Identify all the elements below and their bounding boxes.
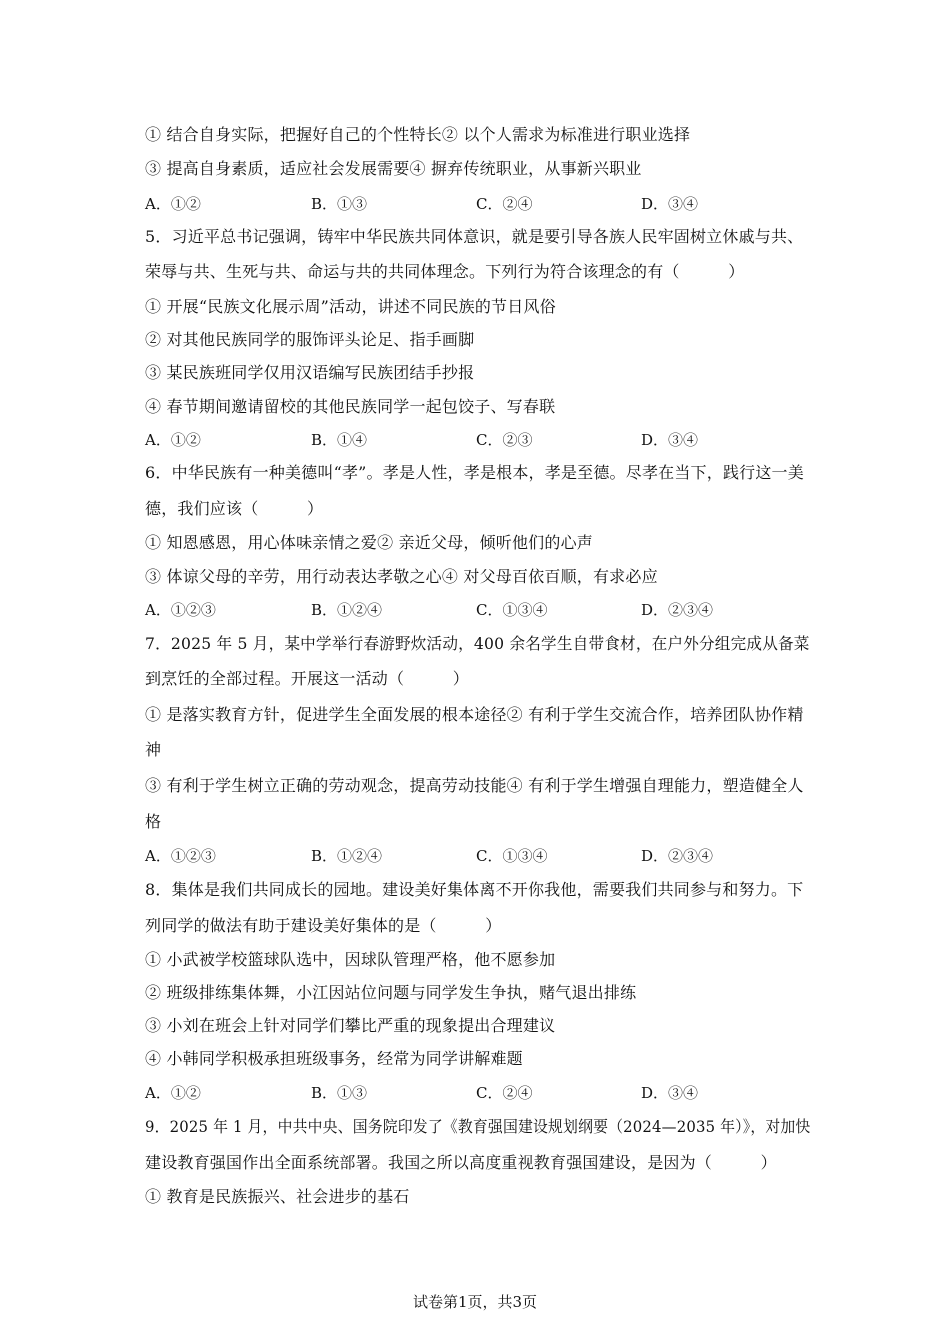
q5-option-a[interactable]: A．①② <box>145 431 201 449</box>
q6-stem-line-2: 德，我们应该（ ） <box>145 499 324 518</box>
q8-item-3: ③ 小刘在班会上针对同学们攀比严重的现象提出合理建议 <box>145 1016 556 1035</box>
q5-option-b[interactable]: B．①④ <box>311 431 368 449</box>
q8-option-d[interactable]: D．③④ <box>641 1084 699 1102</box>
q7-option-c[interactable]: C．①③④ <box>476 847 548 865</box>
q7-statement-line-1-cont: 神 <box>145 740 162 759</box>
q6-statement-line-2: ③ 体谅父母的辛劳，用行动表达孝敬之心④ 对父母百依百顺，有求必应 <box>145 567 658 586</box>
q6-option-b[interactable]: B．①②④ <box>311 601 383 619</box>
q8-option-c[interactable]: C．②④ <box>476 1084 533 1102</box>
q9-stem-line-2: 建设教育强国作出全面系统部署。我国之所以高度重视教育强国建设，是因为（ ） <box>145 1153 777 1172</box>
q6-option-a[interactable]: A．①②③ <box>145 601 216 619</box>
q7-statement-line-2: ③ 有利于学生树立正确的劳动观念，提高劳动技能④ 有利于学生增强自理能力，塑造健全人 <box>145 776 804 795</box>
q6-stem-line-1: 6．中华民族有一种美德叫“孝”。孝是人性，孝是根本，孝是至德。尽孝在当下，践行这一美 <box>145 463 804 482</box>
q4-option-b[interactable]: B．①③ <box>311 195 368 213</box>
q5-stem-line-2: 荣辱与共、生死与共、命运与共的共同体理念。下列行为符合该理念的有（ ） <box>145 262 745 281</box>
q5-option-c[interactable]: C．②③ <box>476 431 533 449</box>
q6-options <box>145 600 810 620</box>
q8-stem-line-1: 8．集体是我们共同成长的园地。建设美好集体离不开你我他，需要我们共同参与和努力。下 <box>145 880 804 899</box>
q6-option-c[interactable]: C．①③④ <box>476 601 548 619</box>
q5-item-4: ④ 春节期间邀请留校的其他民族同学一起包饺子、写春联 <box>145 397 556 416</box>
q6-statement-line-1: ① 知恩感恩，用心体味亲情之爱② 亲近父母，倾听他们的心声 <box>145 533 593 552</box>
q8-option-a[interactable]: A．①② <box>145 1084 201 1102</box>
q8-item-1: ① 小武被学校篮球队选中，因球队管理严格，他不愿参加 <box>145 950 556 969</box>
q8-item-4: ④ 小韩同学积极承担班级事务，经常为同学讲解难题 <box>145 1049 523 1068</box>
q4-statement-line-1: ① 结合自身实际，把握好自己的个性特长② 以个人需求为标准进行职业选择 <box>145 125 691 144</box>
q7-option-b[interactable]: B．①②④ <box>311 847 383 865</box>
q5-item-1: ① 开展“民族文化展示周”活动，讲述不同民族的节日风俗 <box>145 297 556 316</box>
q7-options <box>145 846 810 866</box>
q8-stem-line-2: 列同学的做法有助于建设美好集体的是（ ） <box>145 916 502 935</box>
q9-stem-line-1: 9．2025 年 1 月，中共中央、国务院印发了《教育强国建设规划纲要（2024—2035 年）》，对加快 <box>145 1117 811 1136</box>
q7-stem-line-1: 7．2025 年 5 月，某中学举行春游野炊活动，400 余名学生自带食材，在户外分组完成从备菜 <box>145 634 810 653</box>
q4-option-a[interactable]: A．①② <box>145 195 201 213</box>
q6-option-d[interactable]: D．②③④ <box>641 601 714 619</box>
q5-item-3: ③ 某民族班同学仅用汉语编写民族团结手抄报 <box>145 363 475 382</box>
q7-statement-line-1: ① 是落实教育方针，促进学生全面发展的根本途径② 有利于学生交流合作，培养团队协作精 <box>145 705 804 724</box>
q8-option-b[interactable]: B．①③ <box>311 1084 368 1102</box>
q5-stem-line-1: 5．习近平总书记强调，铸牢中华民族共同体意识，就是要引导各族人民牢固树立休戚与共、 <box>145 227 804 246</box>
q8-item-2: ② 班级排练集体舞，小江因站位问题与同学发生争执，赌气退出排练 <box>145 983 637 1002</box>
q4-options <box>145 194 810 214</box>
q4-statement-line-2: ③ 提高自身素质，适应社会发展需要④ 摒弃传统职业，从事新兴职业 <box>145 159 642 178</box>
q7-statement-line-2-cont: 格 <box>145 812 162 831</box>
q8-options <box>145 1083 810 1103</box>
q7-option-d[interactable]: D．②③④ <box>641 847 714 865</box>
q7-option-a[interactable]: A．①②③ <box>145 847 216 865</box>
q4-option-d[interactable]: D．③④ <box>641 195 699 213</box>
q4-option-c[interactable]: C．②④ <box>476 195 533 213</box>
q5-option-d[interactable]: D．③④ <box>641 431 699 449</box>
q5-item-2: ② 对其他民族同学的服饰评头论足、指手画脚 <box>145 330 475 349</box>
q7-stem-line-2: 到烹饪的全部过程。开展这一活动（ ） <box>145 669 470 688</box>
page-footer: 试卷第1页，共3页 <box>412 1293 538 1311</box>
q5-options <box>145 430 810 450</box>
q9-item-1: ① 教育是民族振兴、社会进步的基石 <box>145 1187 410 1206</box>
